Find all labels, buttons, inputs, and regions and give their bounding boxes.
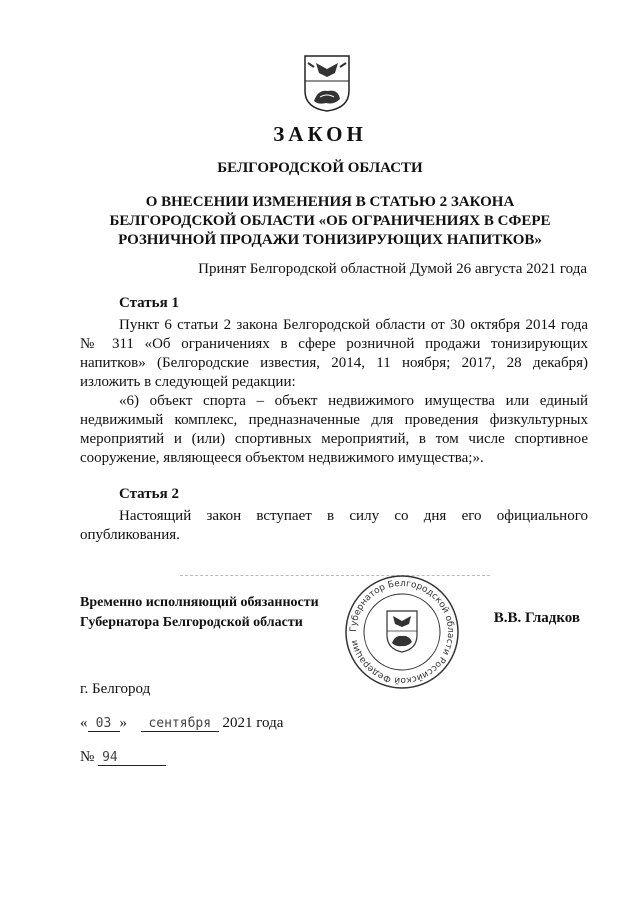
article-2-body: [80, 507, 588, 545]
date-open-quote: «: [80, 715, 88, 731]
number-label: №: [80, 749, 95, 765]
article-2-paragraph-1: Настоящий закон вступает в силу со дня его официального опубликования.: [80, 508, 588, 543]
article-2-title: Статья 2: [119, 486, 179, 502]
article-1-paragraph-1: Пункт 6 статьи 2 закона Белгородской области от 30 октября 2014 года № 311 «Об ограничениях в сфере розничной продажи тонизирующих напитков» (Белгородские известия, 2014, 11 ноября; 2017, 28 декабря) изложить в следующей редакции:: [80, 317, 588, 390]
position-line: Губернатора Белгородской области: [80, 615, 303, 630]
date-day: 03: [88, 716, 120, 732]
official-seal: [343, 573, 461, 691]
coat-of-arms-emblem: [302, 53, 352, 113]
position-line: Временно исполняющий обязанности: [80, 595, 319, 610]
article-1-body: [80, 316, 588, 468]
seal-ring-text: Губернатор Белгородской области Российской Федерации: [348, 578, 456, 686]
document-title: ЗАКОН: [273, 122, 367, 146]
date-month: сентября: [141, 716, 219, 732]
date-year: 2021 года: [222, 715, 284, 731]
place-of-signing: г. Белгород: [80, 681, 151, 697]
heading-line: О ВНЕСЕНИИ ИЗМЕНЕНИЯ В СТАТЬЮ 2 ЗАКОНА: [145, 194, 515, 210]
law-heading: [80, 193, 580, 250]
number-value: 94: [98, 750, 166, 766]
svg-text:Губернатор Белгородской област: [349, 579, 455, 685]
signatory-name: В.В. Гладков: [493, 610, 580, 626]
adoption-note: Принят Белгородской областной Думой 26 августа 2021 года: [198, 261, 587, 277]
heading-line: РОЗНИЧНОЙ ПРОДАЖИ ТОНИЗИРУЮЩИХ НАПИТКОВ»: [118, 232, 542, 248]
document-subtitle: БЕЛГОРОДСКОЙ ОБЛАСТИ: [217, 160, 423, 176]
signing-date: [80, 715, 283, 732]
signatory-position: [80, 593, 319, 633]
article-1-title: Статья 1: [119, 295, 179, 311]
date-close-quote: »: [119, 715, 127, 731]
law-number: [80, 749, 166, 766]
article-1-paragraph-2: «6) объект спорта – объект недвижимого имущества или единый недвижимый комплекс, предназначенные для проведения физкультурных мероприятий и (или) спортивных мероприятий, в том числе спортивное сооружение, являющееся объектом недвижимого имущества;».: [80, 393, 588, 466]
heading-line: БЕЛГОРОДСКОЙ ОБЛАСТИ «ОБ ОГРАНИЧЕНИЯХ В СФЕРЕ: [109, 213, 551, 229]
